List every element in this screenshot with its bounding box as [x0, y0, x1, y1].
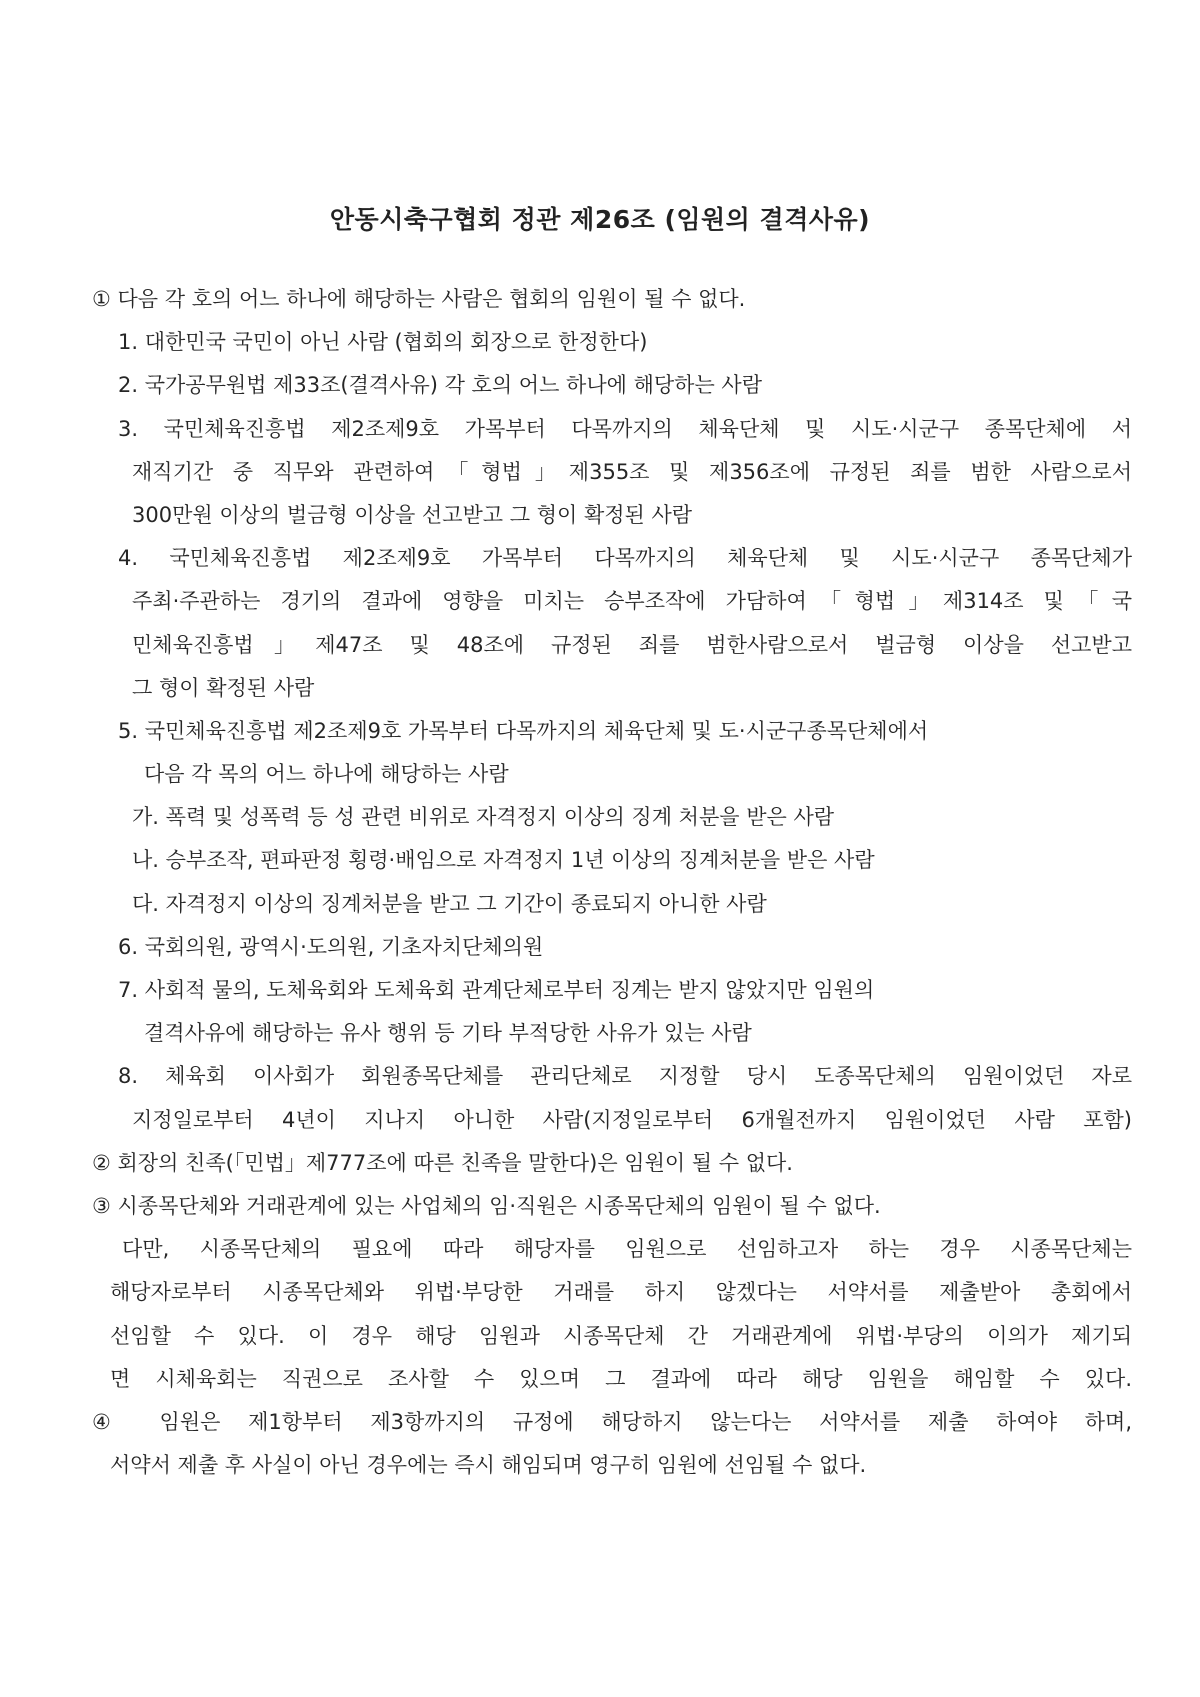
item-4-line-2: 주최·주관하는 경기의 결과에 영향을 미치는 승부조작에 가담하여「형법」제314조 및「국 [132, 589, 1132, 614]
item-4-line-3: 민체육진흥법」제47조 및 48조에 규정된 죄를 범한사람으로서 벌금형 이상을 선고받고 [132, 632, 1132, 657]
item-5-sub-na: 나. 승부조작, 편파판정 횡령·배임으로 자격정지 1년 이상의 징계처분을 받은 사람 [132, 848, 875, 873]
clause-3-line-5: 면 시체육회는 직권으로 조사할 수 있으며 그 결과에 따라 해당 임원을 해임할 수 있다. [110, 1366, 1132, 1391]
clause-4-line-1: ④ 임원은 제1항부터 제3항까지의 규정에 해당하지 않는다는 서약서를 제출 하여야 하며, [92, 1409, 1132, 1434]
document-title: 안동시축구협회 정관 제26조 (임원의 결격사유) [329, 205, 871, 234]
clause-3-line-1: ③ 시종목단체와 거래관계에 있는 사업체의 임·직원은 시종목단체의 임원이 될 수 없다. [92, 1193, 881, 1218]
document-body [92, 278, 1132, 1487]
clause-3-line-4: 선임할 수 있다. 이 경우 해당 임원과 시종목단체 간 거래관계에 위법·부당의 이의가 제기되 [110, 1323, 1132, 1348]
item-4-line-4: 그 형이 확정된 사람 [132, 675, 315, 700]
item-8-line-2: 지정일로부터 4년이 지나지 아니한 사람(지정일로부터 6개월전까지 임원이었던 사람 포함) [132, 1107, 1132, 1132]
item-5-sub-da: 다. 자격정지 이상의 징계처분을 받고 그 기간이 종료되지 아니한 사람 [132, 891, 767, 916]
item-3-line-1: 3. 국민체육진흥법 제2조제9호 가목부터 다목까지의 체육단체 및 시도·시군구 종목단체에 서 [118, 416, 1132, 441]
item-7-line-1: 7. 사회적 물의, 도체육회와 도체육회 관계단체로부터 징계는 받지 않았지만 임원의 [118, 978, 875, 1002]
item-5-line-1: 5. 국민체육진흥법 제2조제9호 가목부터 다목까지의 체육단체 및 도·시군구종목단체에서 [118, 718, 929, 743]
item-6: 6. 국회의원, 광역시·도의원, 기초자치단체의원 [118, 934, 544, 959]
item-2: 2. 국가공무원법 제33조(결격사유) 각 호의 어느 하나에 해당하는 사람 [118, 373, 762, 398]
item-3-line-2: 재직기간 중 직무와 관련하여「형법」제355조 및 제356조에 규정된 죄를 범한 사람으로서 [132, 459, 1132, 484]
item-8-line-1: 8. 체육회 이사회가 회원종목단체를 관리단체로 지정할 당시 도종목단체의 임원이었던 자로 [118, 1064, 1132, 1089]
item-5-line-2: 다음 각 목의 어느 하나에 해당하는 사람 [144, 762, 509, 787]
item-5-sub-ga: 가. 폭력 및 성폭력 등 성 관련 비위로 자격정지 이상의 징계 처분을 받은 사람 [132, 805, 835, 830]
clause-1-heading: ① 다음 각 호의 어느 하나에 해당하는 사람은 협회의 임원이 될 수 없다. [92, 287, 746, 311]
clause-2: ② 회장의 친족(「민법」제777조에 따른 친족을 말한다)은 임원이 될 수 없다. [92, 1150, 793, 1175]
clause-4-line-2: 서약서 제출 후 사실이 아닌 경우에는 즉시 해임되며 영구히 임원에 선임될 수 없다. [110, 1453, 867, 1478]
item-7-line-2: 결격사유에 해당하는 유사 행위 등 기타 부적당한 사유가 있는 사람 [144, 1021, 752, 1046]
item-3-line-3: 300만원 이상의 벌금형 이상을 선고받고 그 형이 확정된 사람 [132, 502, 693, 527]
clause-3-line-3: 해당자로부터 시종목단체와 위법·부당한 거래를 하지 않겠다는 서약서를 제출받아 총회에서 [110, 1280, 1132, 1305]
item-4-line-1: 4. 국민체육진흥법 제2조제9호 가목부터 다목까지의 체육단체 및 시도·시군구 종목단체가 [118, 546, 1132, 571]
item-1: 1. 대한민국 국민이 아닌 사람 (협회의 회장으로 한정한다) [118, 330, 648, 355]
clause-3-line-2: 다만, 시종목단체의 필요에 따라 해당자를 임원으로 선임하고자 하는 경우 시종목단체는 [122, 1237, 1132, 1262]
